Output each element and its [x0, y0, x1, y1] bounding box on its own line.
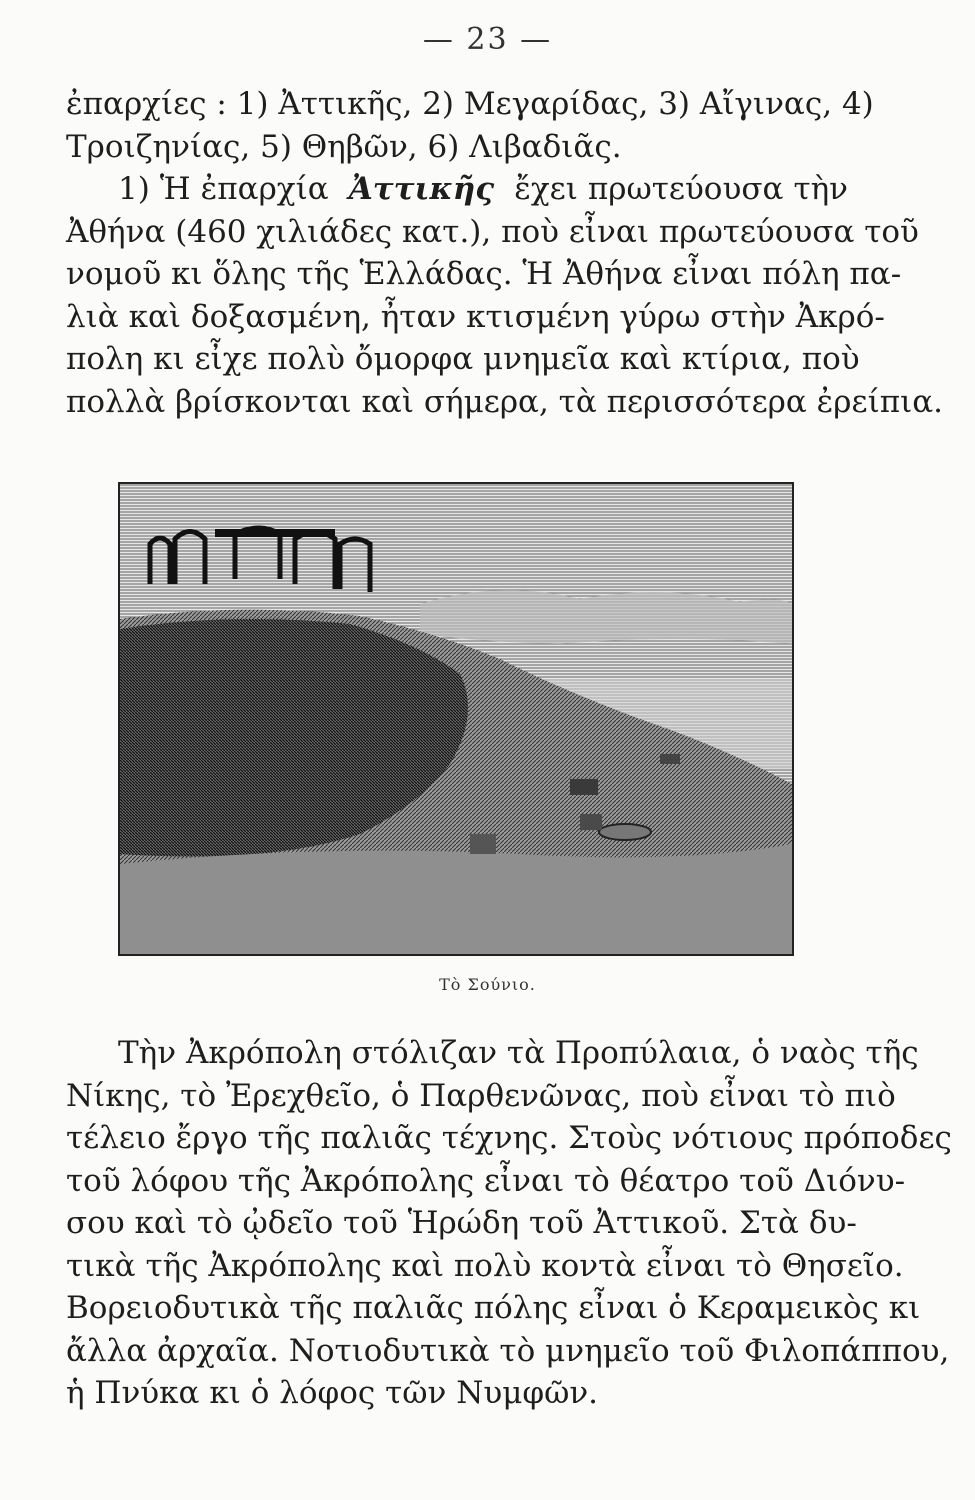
figure-caption: Τὸ Σούνιο. — [439, 975, 536, 994]
text-line: πολλὰ βρίσκονται καὶ σήμερα, τὰ περισσότερα ἐρείπια. — [66, 383, 944, 420]
top-text — [66, 83, 944, 423]
text-line: Τὴν Ἀκρόπολη στόλιζαν τὰ Προπύλαια, ὁ ναὸς τῆς — [118, 1035, 919, 1071]
text-line: τέλειο ἔργο τῆς παλιᾶς τέχνης. Στοὺς νότιους πρόποδες — [66, 1120, 952, 1156]
page-number: — 23 — — [422, 22, 553, 57]
engraving-illustration — [120, 484, 792, 954]
text-line: λιὰ καὶ δοξασμένη, ἦταν κτισμένη γύρω στὴν Ἀκρό- — [66, 298, 885, 335]
bold-term-attica: Ἀττικῆς — [348, 171, 495, 207]
text-line: τικὰ τῆς Ἀκρόπολης καὶ πολὺ κοντὰ εἶναι τὸ Θησεῖο. — [66, 1247, 904, 1284]
text-line: σου καὶ τὸ ᾠδεῖο τοῦ Ἡρώδη τοῦ Ἀττικοῦ. Στὰ δυ- — [66, 1205, 857, 1241]
text-line-with-bold — [66, 168, 848, 211]
text-fragment: ἔχει πρωτεύουσα τὴν — [514, 171, 849, 207]
bottom-text — [66, 1032, 952, 1415]
text-line: πολη κι εἶχε πολὺ ὄμορφα μνημεῖα καὶ κτίρια, ποὺ — [66, 341, 860, 377]
text-line: Τροιζηνίας, 5) Θηβῶν, 6) Λιβαδιᾶς. — [66, 128, 622, 165]
text-line: ἐπαρχίες : 1) Ἀττικῆς, 2) Μεγαρίδας, 3) Αἴγινας, 4) — [66, 86, 874, 122]
text-fragment: 1) Ἡ ἐπαρχία — [118, 171, 329, 207]
text-line: Ἀθήνα (460 χιλιάδες κατ.), ποὺ εἶναι πρωτεύουσα τοῦ — [66, 213, 919, 250]
text-line: Νίκης, τὸ Ἐρεχθεῖο, ὁ Παρθενῶνας, ποὺ εἶναι τὸ πιὸ — [66, 1077, 896, 1114]
text-line: Βορειοδυτικὰ τῆς παλιᾶς πόλης εἶναι ὁ Κεραμεικὸς κι — [66, 1290, 921, 1326]
text-line: νομοῦ κι ὅλης τῆς Ἑλλάδας. Ἡ Ἀθήνα εἶναι πόλη πα- — [66, 256, 902, 292]
text-line: ἄλλα ἀρχαῖα. Νοτιοδυτικὰ τὸ μνημεῖο τοῦ Φιλοπάππου, — [66, 1332, 950, 1369]
text-line: τοῦ λόφου τῆς Ἀκρόπολης εἶναι τὸ θέατρο τοῦ Διόνυ- — [66, 1162, 906, 1199]
text-line: ἡ Πνύκα κι ὁ λόφος τῶν Νυμφῶν. — [66, 1375, 599, 1411]
engraving-sounion — [118, 482, 794, 956]
